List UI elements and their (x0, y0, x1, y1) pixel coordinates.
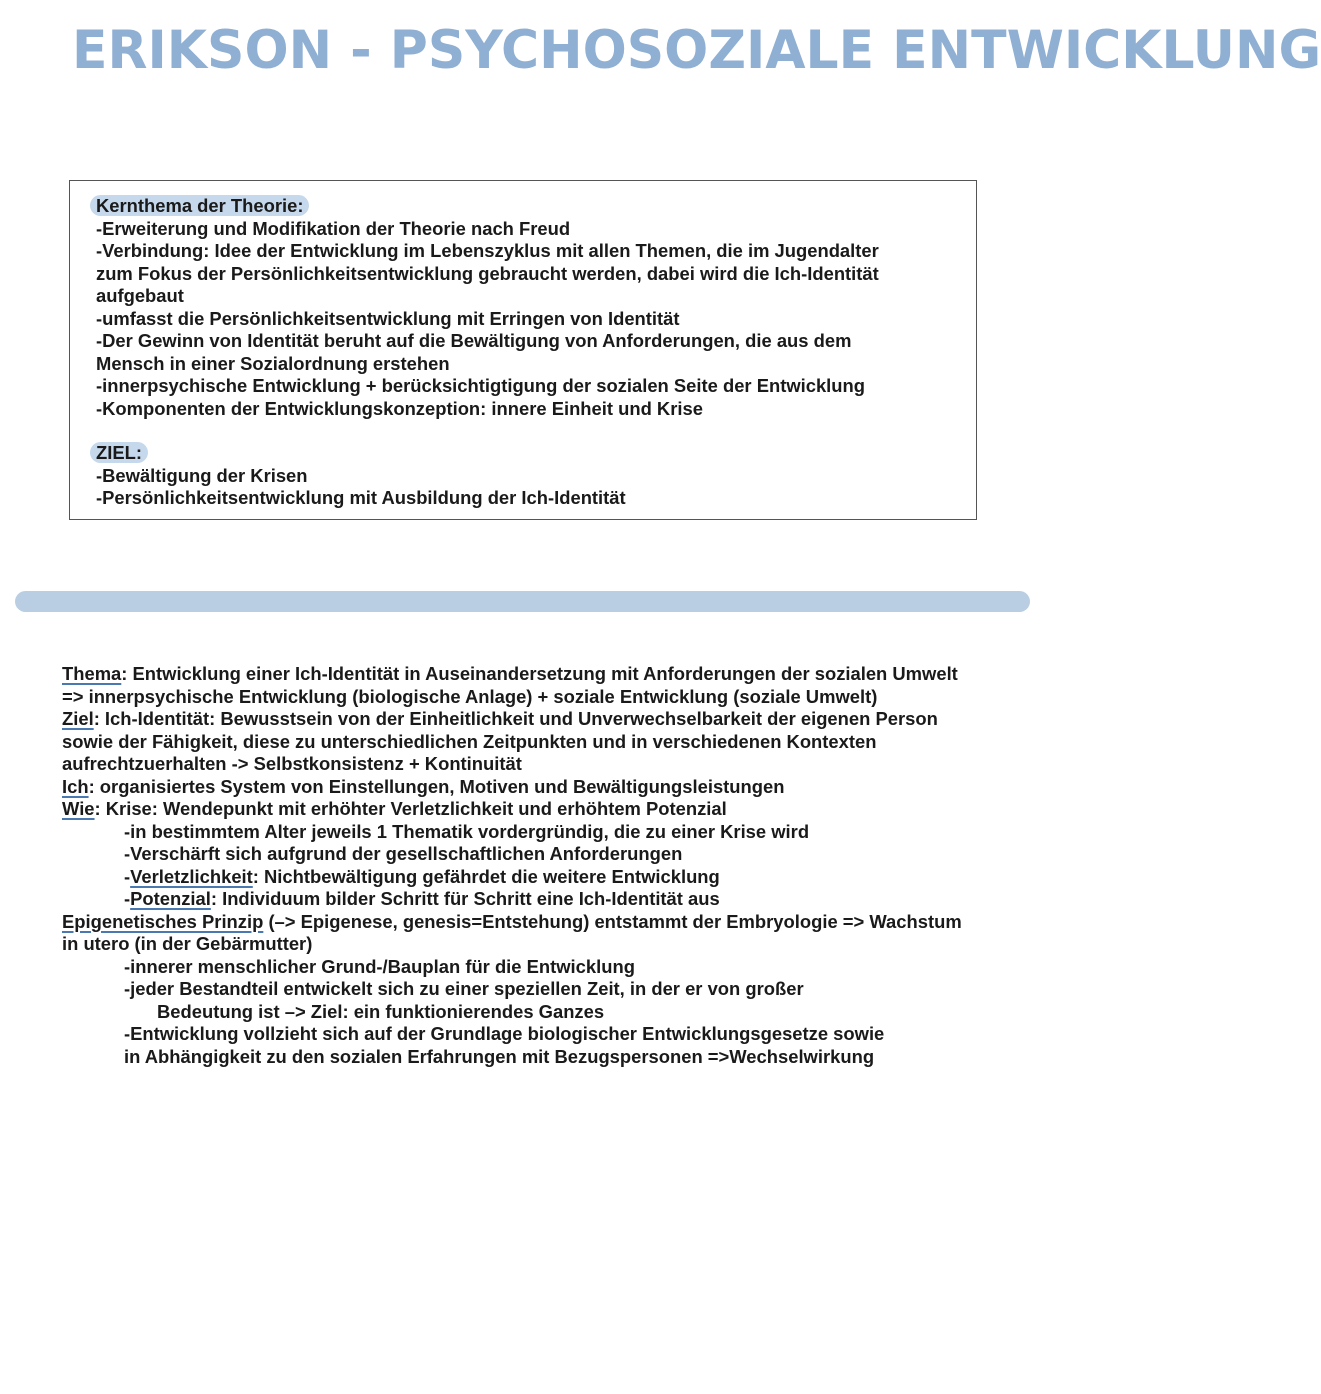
verletzlichkeit-line: -Verletzlichkeit: Nichtbewältigung gefährdet die weitere Entwicklung (124, 865, 720, 887)
verletzlichkeit-text: : Nichtbewältigung gefährdet die weitere Entwicklung (252, 865, 720, 887)
thema-label: Thema (62, 663, 122, 684)
wie-text: : Krise: Wendepunkt mit erhöhter Verletzlichkeit und erhöhtem Potenzial (94, 798, 727, 819)
epigenetic-label: Epigenetisches Prinzip (62, 910, 264, 932)
verletzlichkeit-label: Verletzlichkeit (130, 865, 253, 887)
core-theme-heading: Kernthema der Theorie: (90, 195, 309, 216)
main-notes (62, 663, 1042, 1068)
thema-line-2: => innerpsychische Entwicklung (biologische Anlage) + soziale Entwicklung (soziale Umwelt) (62, 685, 878, 707)
goal-heading: ZIEL: (90, 442, 148, 463)
thema-text: : Entwicklung einer Ich-Identität in Auseinandersetzung mit Anforderungen der sozialen Umwelt (121, 663, 958, 684)
core-theme-line: -umfasst die Persönlichkeitsentwicklung mit Erringen von Identität (96, 307, 680, 329)
ziel-line-3: aufrechtzuerhalten -> Selbstkonsistenz + Kontinuität (62, 753, 522, 774)
wie-line (62, 798, 1042, 821)
core-theme-line: -Erweiterung und Modifikation der Theorie nach Freud (96, 217, 571, 239)
epigenetic-text: (–> Epigenese, genesis=Entstehung) entstammt der Embryologie => Wachstum (263, 910, 962, 932)
wie-label: Wie (62, 798, 95, 819)
page-title: ERIKSON - PSYCHOSOZIALE ENTWICKLUNG (72, 20, 1321, 81)
ziel-line-2: sowie der Fähigkeit, diese zu unterschiedlichen Zeitpunkten und in verschiedenen Kontexten (62, 730, 877, 752)
wie-sub-2: -Verschärft sich aufgrund der gesellschaftlichen Anforderungen (124, 843, 683, 864)
ich-label: Ich (62, 775, 89, 797)
core-theme-line: -innerpsychische Entwicklung + berücksichtigtigung der sozialen Seite der Entwicklung (96, 375, 865, 396)
epigenetic-line (62, 911, 1042, 934)
core-theme-box (69, 180, 977, 520)
potenzial-line: -Potenzial: Individuum bilder Schritt für Schritt eine Ich-Identität aus (124, 888, 720, 909)
wie-sub-1: -in bestimmtem Alter jeweils 1 Thematik vordergründig, die zu einer Krise wird (124, 820, 810, 842)
ich-line (62, 776, 1042, 799)
epigenetic-sub-3: -Entwicklung vollzieht sich auf der Grundlage biologischer Entwicklungsgesetze sowie (124, 1023, 885, 1044)
core-theme-line: -Komponenten der Entwicklungskonzeption: innere Einheit und Krise (96, 397, 703, 419)
ziel-label: Ziel (62, 708, 94, 729)
potenzial-text: : Individuum bilder Schritt für Schritt eine Ich-Identität aus (210, 888, 720, 909)
epigenetic-sub-2: -jeder Bestandteil entwickelt sich zu einer speziellen Zeit, in der er von großer (124, 978, 804, 999)
thema-line (62, 663, 1042, 686)
core-theme-content (96, 195, 956, 510)
ziel-text: : Ich-Identität: Bewusstsein von der Einheitlichkeit und Unverwechselbarkeit der eigenen Person (93, 708, 938, 729)
core-theme-line: -Verbindung: Idee der Entwicklung im Lebenszyklus mit allen Themen, die im Jugendalter (96, 240, 879, 261)
core-theme-line: zum Fokus der Persönlichkeitsentwicklung gebraucht werden, dabei wird die Ich-Identität (96, 262, 879, 284)
core-theme-line: -Der Gewinn von Identität beruht auf die Bewältigung von Anforderungen, die aus dem (96, 330, 852, 351)
epigenetic-sub-1: -innerer menschlicher Grund-/Bauplan für die Entwicklung (124, 955, 635, 977)
goal-line: -Bewältigung der Krisen (96, 464, 308, 486)
epigenetic-sub-3b: in Abhängigkeit zu den sozialen Erfahrungen mit Bezugspersonen =>Wechselwirkung (124, 1045, 875, 1067)
ziel-line (62, 708, 1042, 731)
core-theme-line: Mensch in einer Sozialordnung erstehen (96, 352, 450, 374)
epigenetic-line-2: in utero (in der Gebärmutter) (62, 933, 313, 954)
goal-line: -Persönlichkeitsentwicklung mit Ausbildung der Ich-Identität (96, 487, 626, 508)
section-divider (15, 591, 1030, 612)
core-theme-line: aufgebaut (96, 285, 184, 306)
potenzial-label: Potenzial (130, 888, 211, 909)
epigenetic-sub-2b: Bedeutung ist –> Ziel: ein funktionierendes Ganzes (157, 1000, 605, 1022)
ich-text: : organisiertes System von Einstellungen, Motiven und Bewältigungsleistungen (88, 775, 785, 797)
